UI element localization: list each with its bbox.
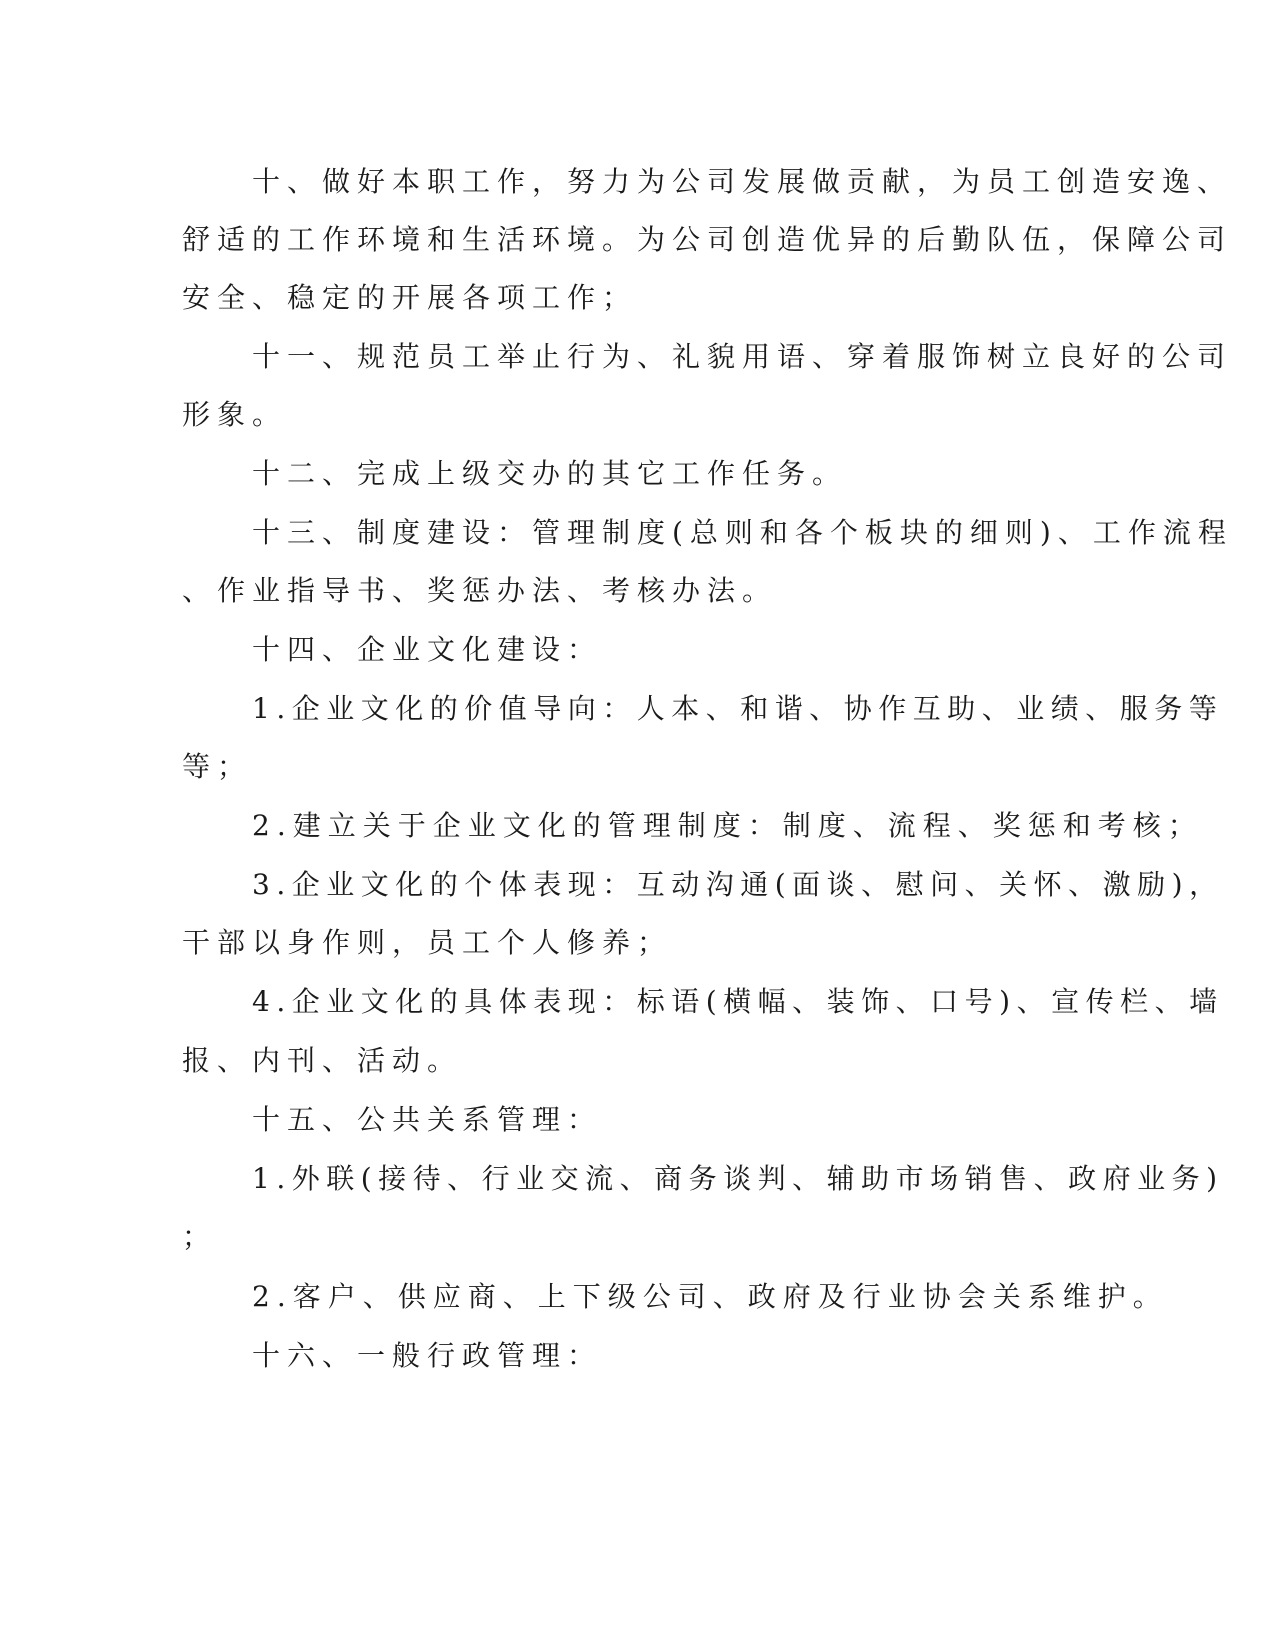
text-line: 报、内刊、活动。 <box>182 1044 463 1077</box>
text-line: 、作业指导书、奖惩办法、考核办法。 <box>182 574 778 607</box>
text-line: 十四、企业文化建设： <box>252 633 603 666</box>
text-line: 1.外联(接待、行业交流、商务谈判、辅助市场销售、政府业务) <box>252 1162 1224 1195</box>
text-line: 2.建立关于企业文化的管理制度：制度、流程、奖惩和考核； <box>252 809 1203 842</box>
text-line: 十、做好本职工作，努力为公司发展做贡献，为员工创造安逸、 <box>252 165 1233 198</box>
text-line: 形象。 <box>182 398 288 431</box>
text-line: 十五、公共关系管理： <box>252 1103 603 1136</box>
text-line: 4.企业文化的具体表现：标语(横幅、装饰、口号)、宣传栏、墙 <box>252 985 1224 1018</box>
text-line: 十二、完成上级交办的其它工作任务。 <box>252 457 848 490</box>
text-line: 干部以身作则，员工个人修养； <box>182 926 673 959</box>
text-line: 3.企业文化的个体表现：互动沟通(面谈、慰问、关怀、激励)， <box>252 868 1224 901</box>
text-line: ； <box>182 1220 218 1253</box>
text-line: 1.企业文化的价值导向：人本、和谐、协作互助、业绩、服务等 <box>252 692 1224 725</box>
text-line: 等； <box>182 750 253 783</box>
text-line: 2.客户、供应商、上下级公司、政府及行业协会关系维护。 <box>252 1280 1168 1313</box>
text-line: 十三、制度建设：管理制度(总则和各个板块的细则)、工作流程 <box>252 516 1233 549</box>
text-line: 舒适的工作环境和生活环境。为公司创造优异的后勤队伍，保障公司 <box>182 223 1233 256</box>
text-line: 安全、稳定的开展各项工作； <box>182 281 638 314</box>
text-line: 十六、一般行政管理： <box>252 1339 603 1372</box>
text-line: 十一、规范员工举止行为、礼貌用语、穿着服饰树立良好的公司 <box>252 340 1233 373</box>
